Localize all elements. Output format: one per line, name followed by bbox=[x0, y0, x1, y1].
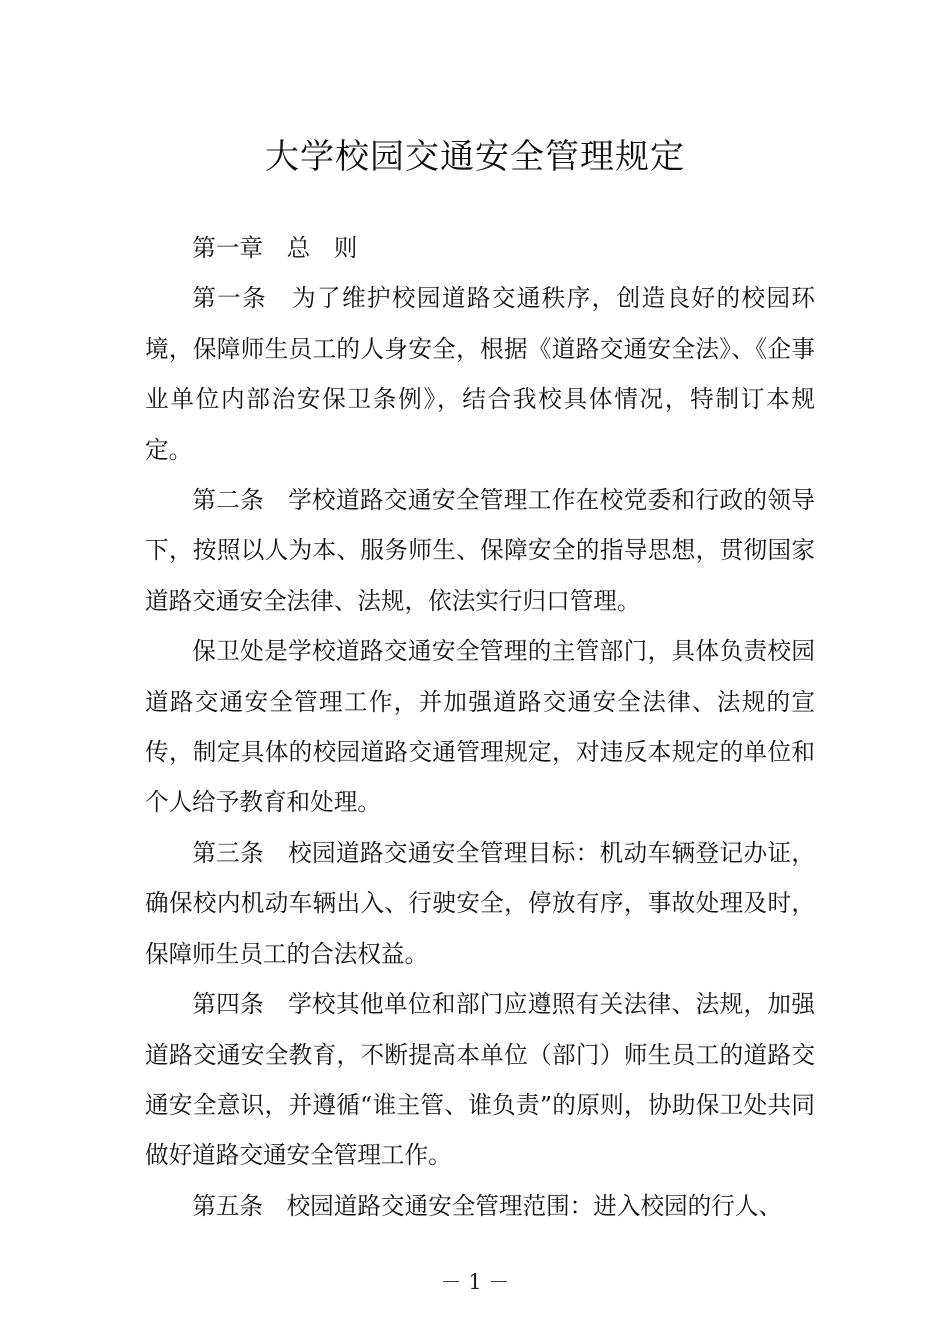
article-text: 校园道路交通安全管理目标：机动车辆登记办证，确保校内机动车辆出入、行驶安全，停放有序，事故处理及时，保障师生员工的合法权益。 bbox=[145, 838, 815, 968]
article-label: 第三条 bbox=[192, 838, 265, 867]
page-number: － 1 － bbox=[440, 1270, 510, 1294]
article-label: 第二条 bbox=[192, 486, 265, 515]
chapter-title: 总 则 bbox=[286, 234, 358, 262]
document-title: 大学校园交通安全管理规定 bbox=[265, 137, 685, 177]
article-text: 学校道路交通安全管理工作在校党委和行政的领导下，按照以人为本、服务师生、保障安全的指导思想，贯彻国家道路交通安全法律、法规，依法实行归口管理。 bbox=[145, 486, 815, 615]
article-3 bbox=[145, 828, 815, 979]
article-5 bbox=[145, 1181, 815, 1231]
article-2 bbox=[145, 475, 815, 626]
article-label: 第五条 bbox=[192, 1191, 263, 1220]
article-text: 学校其他单位和部门应遵照有关法律、法规，加强道路交通安全教育，不断提高本单位（部门）师生员工的道路交通安全意识，并遵循“谁主管、谁负责”的原则，协助保卫处共同做好道路交通安全管理工作。 bbox=[145, 990, 815, 1170]
article-1 bbox=[145, 273, 815, 475]
article-text: 保卫处是学校道路交通安全管理的主管部门，具体负责校园道路交通安全管理工作，并加强道路交通安全法律、法规的宣传，制定具体的校园道路交通管理规定，对违反本规定的单位和个人给予教育和处理。 bbox=[145, 637, 815, 817]
chapter-label: 第一章 bbox=[192, 234, 263, 262]
article-text: 校园道路交通安全管理范围：进入校园的行人、 bbox=[286, 1191, 783, 1220]
article-2-continued bbox=[145, 626, 815, 828]
article-text: 为了维护校园道路交通秩序，创造良好的校园环境，保障师生员工的人身安全，根据《道路交通安全法》、《企事业单位内部治安保卫条例》，结合我校具体情况，特制订本规定。 bbox=[145, 284, 816, 464]
document-body bbox=[145, 223, 815, 1231]
article-label: 第一条 bbox=[192, 284, 268, 313]
article-4 bbox=[145, 979, 815, 1181]
article-label: 第四条 bbox=[192, 990, 265, 1019]
chapter-heading bbox=[145, 223, 815, 273]
